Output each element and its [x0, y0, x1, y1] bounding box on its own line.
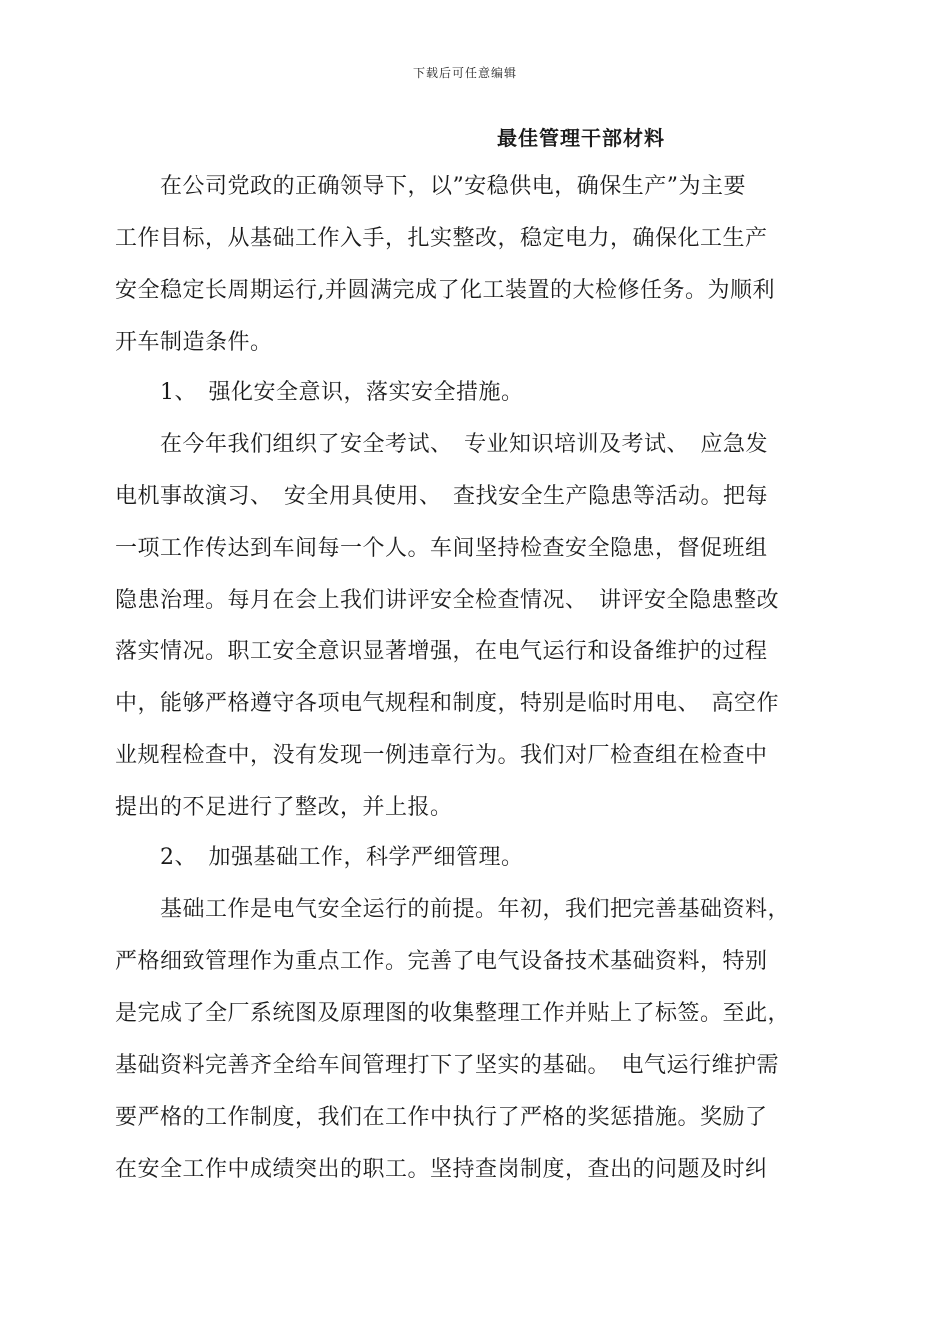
body-line: 安全稳定长周期运行,并圆满完成了化工装置的大检修任务。为顺利 — [115, 278, 775, 303]
body-line: 电机事故演习、 安全用具使用、 查找安全生产隐患等活动。把每 — [115, 484, 769, 509]
section-heading: 1、 强化安全意识，落实安全措施。 — [115, 380, 524, 405]
body-line: 在安全工作中成绩突出的职工。坚持查岗制度，查出的问题及时纠 — [115, 1157, 768, 1182]
body-line: 落实情况。职工安全意识显著增强，在电气运行和设备维护的过程 — [115, 639, 768, 664]
body-line: 业规程检查中，没有发现一例违章行为。我们对厂检查组在检查中 — [115, 743, 768, 768]
body-line: 在今年我们组织了安全考试、 专业知识培训及考试、 应急发 — [115, 432, 769, 457]
body-line: 要严格的工作制度，我们在工作中执行了严格的奖惩措施。奖励了 — [115, 1105, 768, 1130]
body-line: 提出的不足进行了整改，并上报。 — [115, 795, 453, 820]
body-line: 工作目标，从基础工作入手，扎实整改，稳定电力，确保化工生产 — [115, 226, 768, 251]
body-line: 中，能够严格遵守各项电气规程和制度，特别是临时用电、 高空作 — [115, 691, 780, 716]
body-line: 隐患治理。每月在会上我们讲评安全检查情况、 讲评安全隐患整改 — [115, 588, 780, 613]
document-title: 最佳管理干部材料 — [497, 126, 665, 150]
body-line: 开车制造条件。 — [115, 330, 273, 355]
header-note: 下载后可任意编辑 — [412, 66, 517, 80]
section-heading: 2、 加强基础工作，科学严细管理。 — [115, 845, 524, 870]
body-line: 在公司党政的正确领导下，以”安稳供电，确保生产”为主要 — [115, 174, 746, 199]
body-line: 一项工作传达到车间每一个人。车间坚持检查安全隐患，督促班组 — [115, 536, 768, 561]
body-line: 是完成了全厂系统图及原理图的收集整理工作并贴上了标签。至此， — [115, 1001, 791, 1026]
body-line: 严格细致管理作为重点工作。完善了电气设备技术基础资料，特别 — [115, 949, 768, 974]
body-line: 基础工作是电气安全运行的前提。年初，我们把完善基础资料， — [115, 897, 791, 922]
body-line: 基础资料完善齐全给车间管理打下了坚实的基础。 电气运行维护需 — [115, 1053, 780, 1078]
